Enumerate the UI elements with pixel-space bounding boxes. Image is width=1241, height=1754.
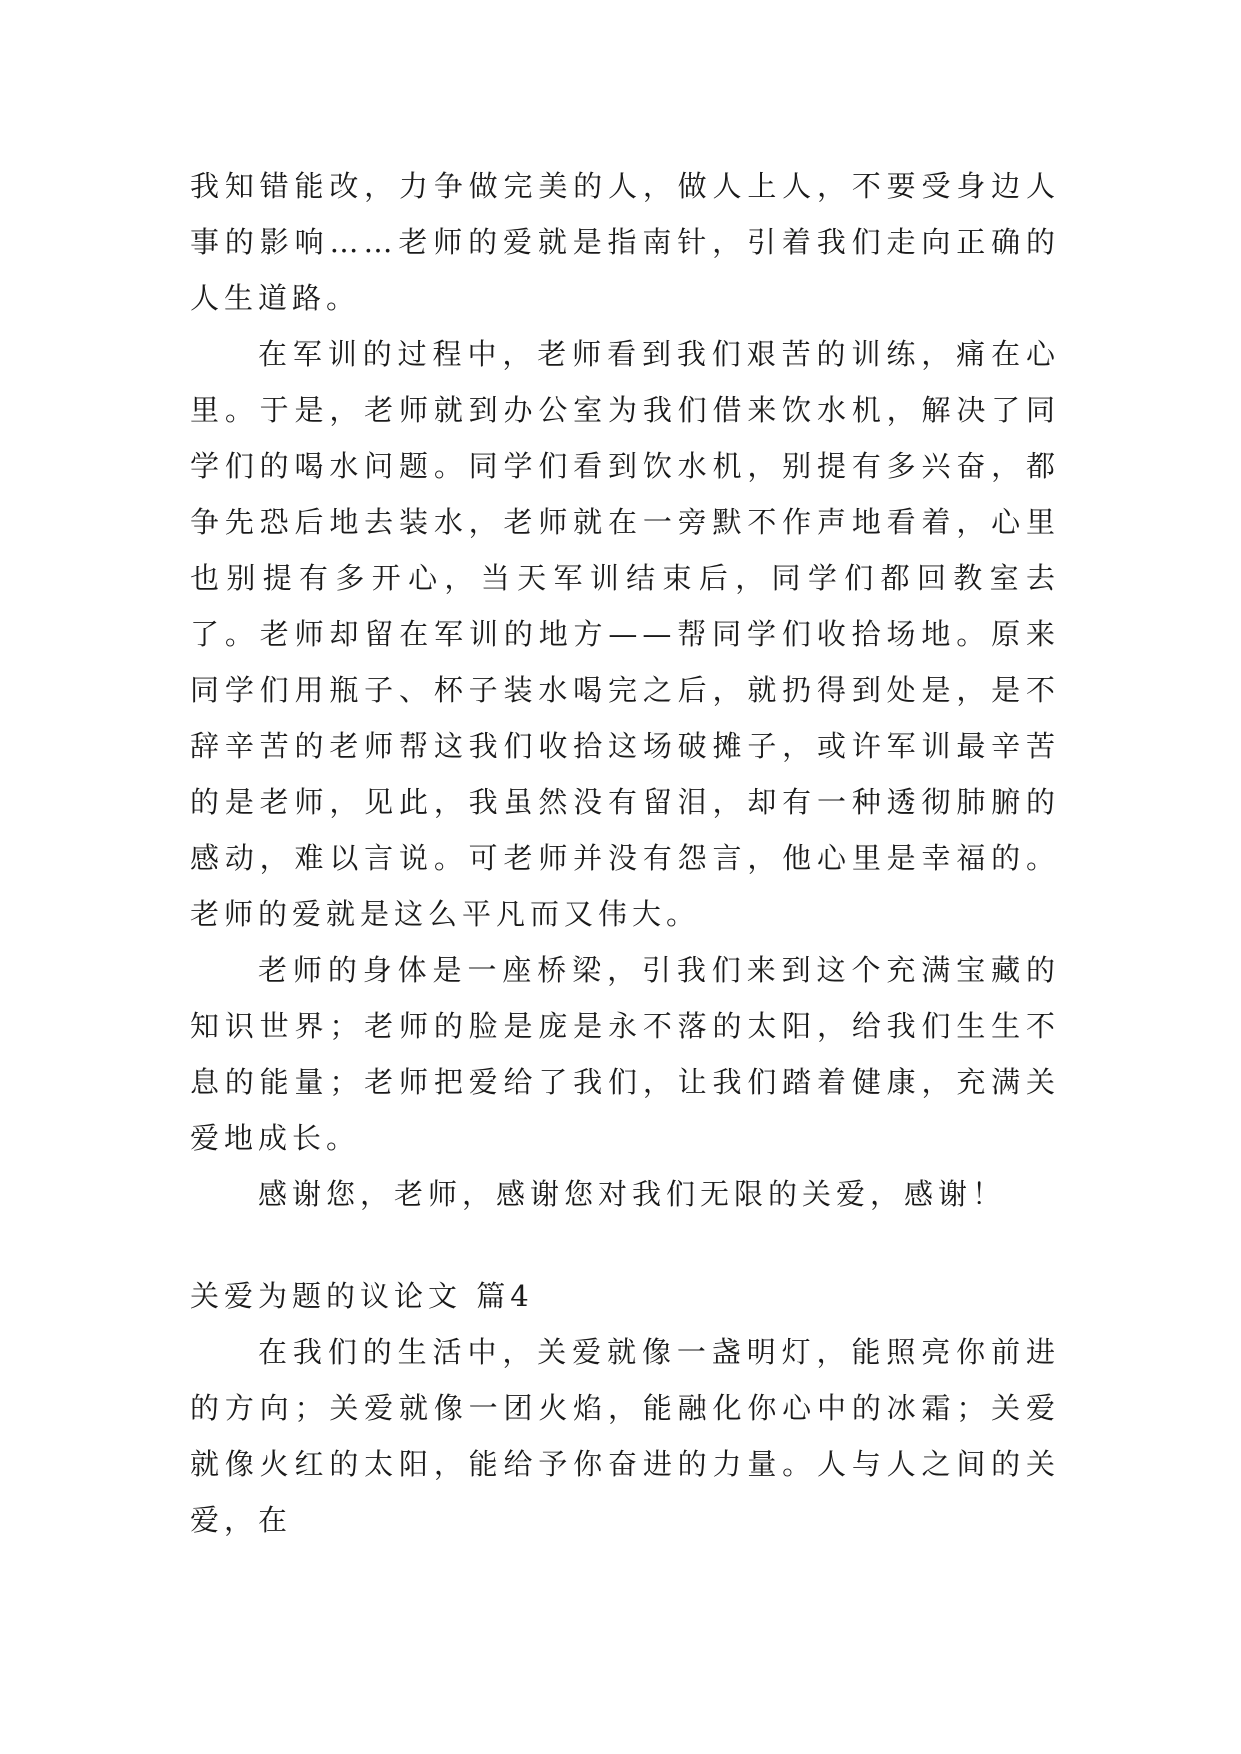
paragraph-continuation: 我知错能改，力争做完美的人，做人上人，不要受身边人事的影响……老师的爱就是指南针，引着我们走向正确的人生道路。 <box>190 169 1060 315</box>
paragraph-military-training: 在军训的过程中，老师看到我们艰苦的训练，痛在心里。于是，老师就到办公室为我们借来饮水机，解决了同学们的喝水问题。同学们看到饮水机，别提有多兴奋，都争先恐后地去装水，老师就在一旁默不作声地看着，心里也别提有多开心，当天军训结束后，同学们都回教室去了。老师却留在军训的地方——帮同学们收拾场地。原来同学们用瓶子、杯子装水喝完之后，就扔得到处是，是不辞辛苦的老师帮这我们收拾这场破摊子，或许军训最辛苦的是老师，见此，我虽然没有留泪，却有一种透彻肺腑的感动，难以言说。可老师并没有怨言，他心里是幸福的。老师的爱就是这么平凡而又伟大。 <box>190 337 1060 931</box>
paragraph-thanks: 感谢您，老师，感谢您对我们无限的关爱，感谢！ <box>258 1177 1007 1211</box>
paragraph-teacher-bridge: 老师的身体是一座桥梁，引我们来到这个充满宝藏的知识世界；老师的脸是庞是永不落的太阳，给我们生生不息的能量；老师把爱给了我们，让我们踏着健康，充满关爱地成长。 <box>190 953 1060 1155</box>
paragraph-care: 在我们的生活中，关爱就像一盏明灯，能照亮你前进的方向；关爱就像一团火焰，能融化你心中的冰霜；关爱就像火红的太阳，能给予你奋进的力量。人与人之间的关爱，在 <box>190 1335 1060 1537</box>
document-page <box>190 158 1060 1548</box>
section-spacer <box>190 1222 1060 1268</box>
section-heading: 关爱为题的议论文 篇4 <box>190 1279 534 1313</box>
